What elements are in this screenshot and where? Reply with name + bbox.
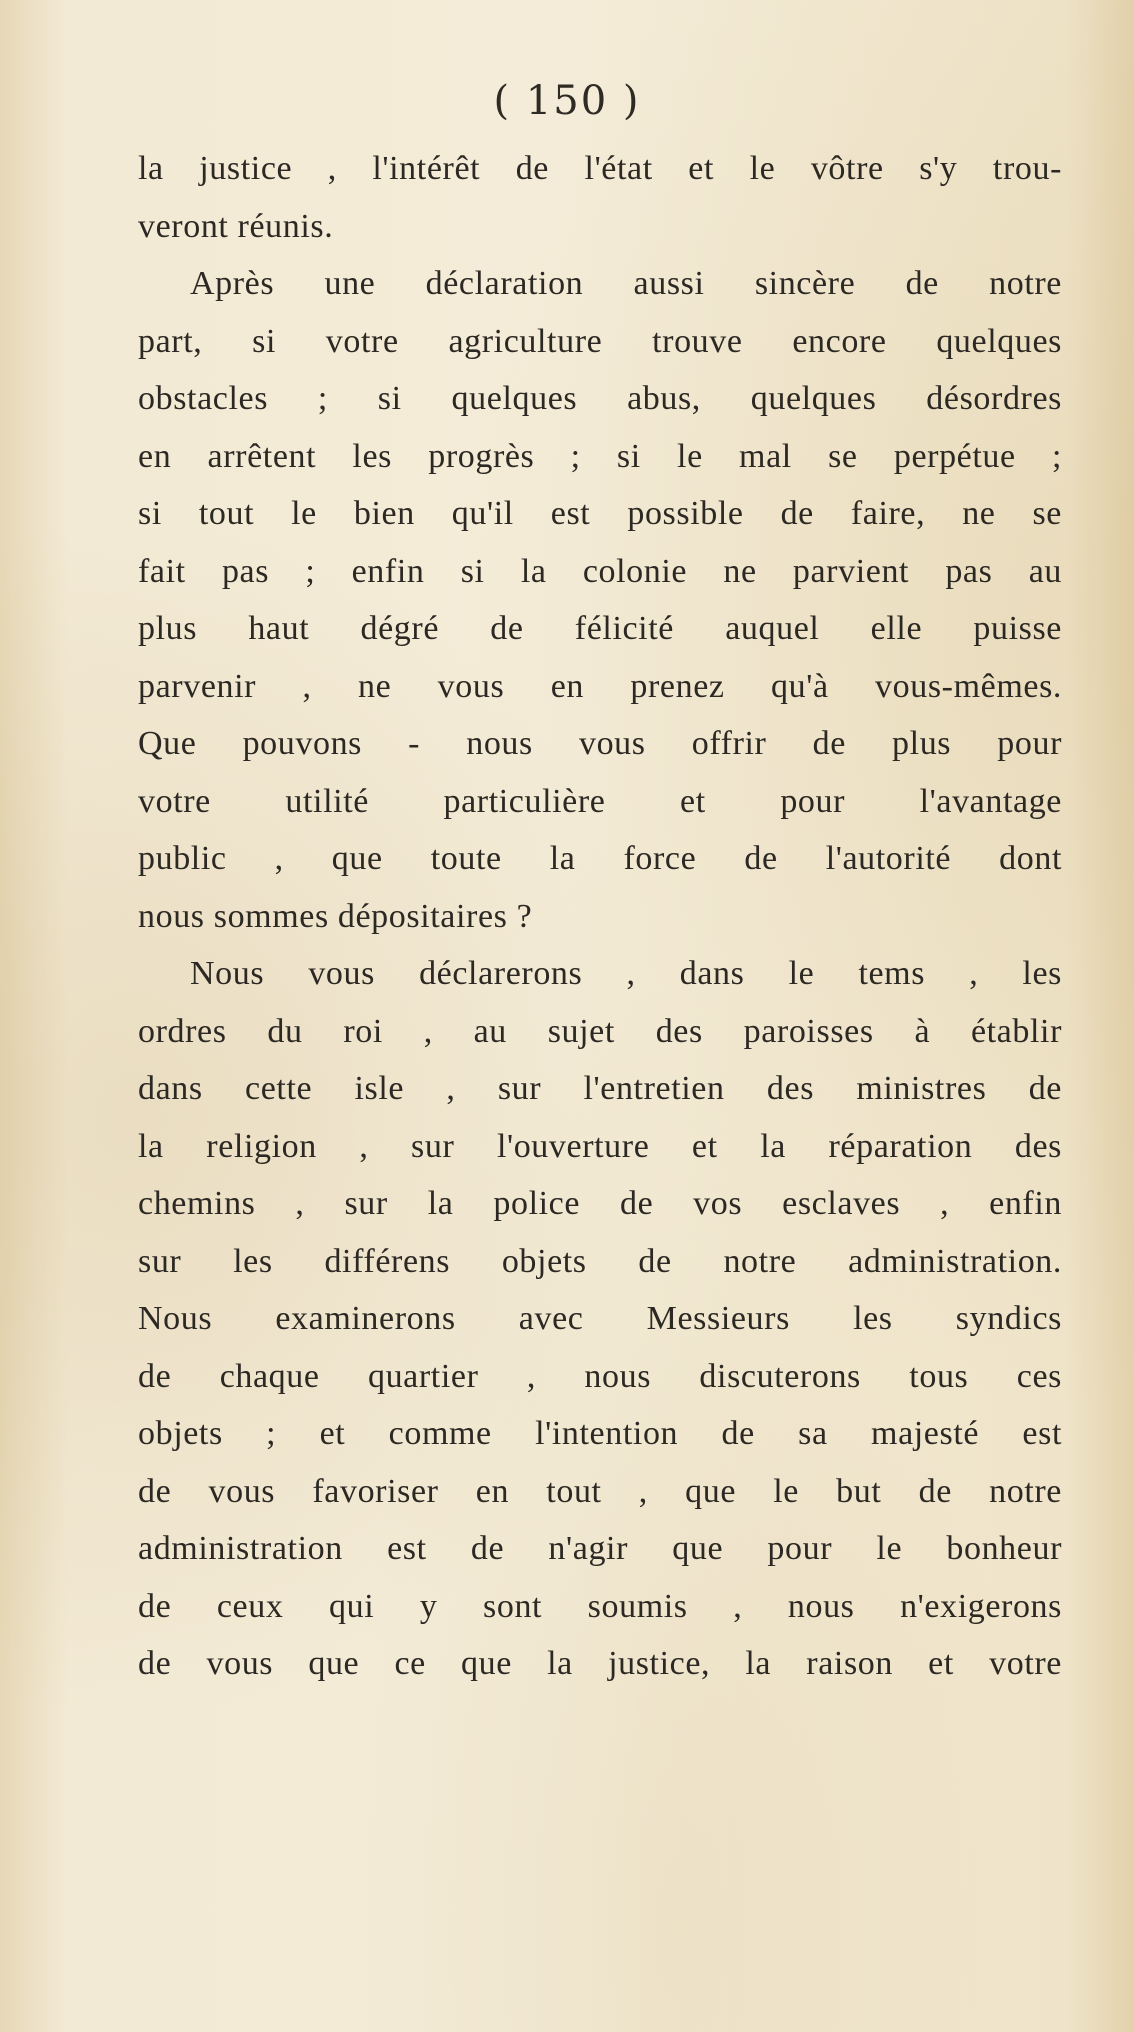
page-number: ( 150 ) (493, 78, 641, 124)
text-line: public , que toute la force de l'autorité dont (138, 840, 1062, 877)
text-line: chemins , sur la police de vos esclaves , enfin (138, 1185, 1062, 1222)
text-line: obstacles ; si quelques abus, quelques désordres (138, 380, 1062, 417)
text-line: de vous que ce que la justice, la raison et votre (138, 1645, 1062, 1682)
text-line: la religion , sur l'ouverture et la réparation des (138, 1127, 1062, 1165)
text-line: la justice , l'intérêt de l'état et le vôtre s'y trou- (138, 150, 1062, 187)
text-line: de ceux qui y sont soumis , nous n'exigerons (138, 1587, 1062, 1625)
text-line: objets ; et comme l'intention de sa majesté est (138, 1415, 1062, 1452)
text-line: part, si votre agriculture trouve encore quelques (138, 322, 1062, 360)
text-line: Nous examinerons avec Messieurs les syndics (138, 1300, 1062, 1337)
text-line: si tout le bien qu'il est possible de faire, ne se (138, 495, 1062, 532)
text-line: ordres du roi , au sujet des paroisses à établir (138, 1012, 1062, 1050)
text-line: nous sommes dépositaires ? (138, 897, 533, 935)
text-line: plus haut dégré de félicité auquel elle puisse (138, 610, 1062, 647)
text-line: Que pouvons - nous vous offrir de plus pour (138, 725, 1062, 762)
text-line: Après une déclaration aussi sincère de notre (190, 265, 1062, 302)
text-line: veront réunis. (138, 207, 334, 245)
text-line: fait pas ; enfin si la colonie ne parvient pas au (138, 552, 1062, 590)
text-line: administration est de n'agir que pour le bonheur (138, 1530, 1062, 1567)
text-line: de vous favoriser en tout , que le but de notre (138, 1472, 1062, 1510)
text-line: votre utilité particulière et pour l'avantage (138, 782, 1062, 820)
body-text (138, 140, 1062, 1693)
text-line: sur les différens objets de notre administration. (138, 1242, 1062, 1280)
text-line: dans cette isle , sur l'entretien des ministres de (138, 1070, 1062, 1107)
text-line: Nous vous déclarerons , dans le tems , les (190, 955, 1062, 992)
text-line: de chaque quartier , nous discuterons tous ces (138, 1357, 1062, 1395)
text-line: parvenir , ne vous en prenez qu'à vous-mêmes. (138, 667, 1062, 705)
text-line: en arrêtent les progrès ; si le mal se perpétue ; (138, 437, 1062, 475)
